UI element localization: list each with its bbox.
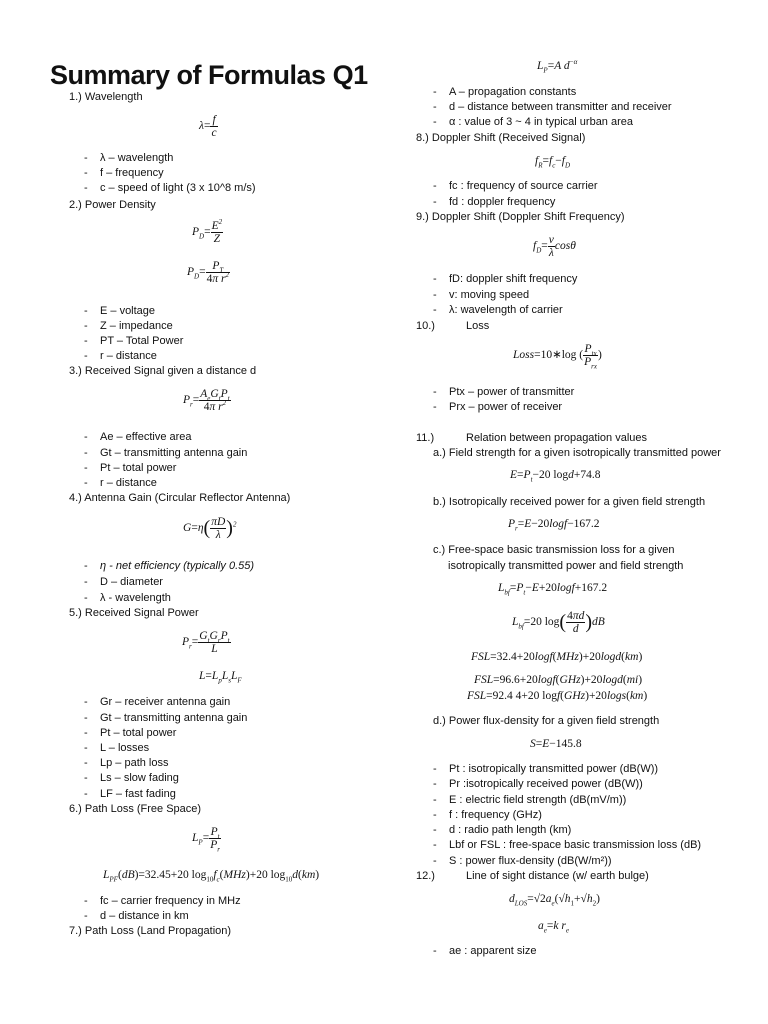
bullet-text: α : value of 3 ~ 4 in typical urban area: [449, 116, 633, 128]
formula-apparent-size: $a_e=k$ $r_e$: [538, 920, 569, 935]
bullet-text: Lbf or FSL : free-space basic transmission loss (dB): [449, 839, 702, 851]
subheading-field-strength: a.) Field strength for a given isotropically transmitted power: [433, 447, 721, 459]
bullet-text: fc – carrier frequency in MHz: [100, 895, 241, 907]
bullet-dash: -: [84, 320, 88, 332]
bullet-dash: -: [84, 712, 88, 724]
bullet-dash: -: [433, 180, 437, 192]
bullet-dash: -: [84, 576, 88, 588]
bullet-text: c – speed of light (3 x 10^8 m/s): [100, 182, 256, 194]
formula-antenna-gain: G=η( $\frac{\pi D}{\lambda}$ )$^2$: [183, 516, 237, 541]
bullet-text: Pt – total power: [100, 727, 177, 739]
bullet-text: L – losses: [100, 742, 150, 754]
bullet-text: E : electric field strength (dB(mV/m)): [449, 794, 627, 806]
bullet-text: λ - wavelength: [100, 592, 171, 604]
bullet-dash: -: [84, 742, 88, 754]
bullet-text: fd : doppler frequency: [449, 196, 556, 208]
formula-field-strength: $E=P_t-20$ logd+74.8: [510, 469, 601, 484]
heading-number: 12.): [416, 870, 435, 882]
bullet-dash: -: [433, 839, 437, 851]
bullet-dash: -: [84, 152, 88, 164]
formula-received-power: $P_r=$ $\frac{G_tG_rP_t}{L}$: [182, 630, 230, 655]
subheading-received-power: b.) Isotropically received power for a given field strength: [433, 496, 706, 508]
formula-doppler-frequency: $f_D=$ $\frac{v}{\lambda}$ cosθ: [533, 234, 576, 259]
bullet-text: Pt – total power: [100, 462, 177, 474]
bullet-dash: -: [84, 895, 88, 907]
bullet-dash: -: [84, 592, 88, 604]
bullet-dash: -: [433, 273, 437, 285]
bullet-dash: -: [433, 386, 437, 398]
formula-fsl-1: FSL=32.4+20logf(MHz)+20logd(km): [471, 651, 643, 663]
heading-wavelength: 1.) Wavelength: [69, 91, 143, 103]
bullet-text: LF – fast fading: [100, 788, 176, 800]
bullet-dash: -: [433, 809, 437, 821]
formula-los-distance: $d_{LOS}=√2a_e(√h_1+√h_2)$: [509, 893, 600, 908]
bullet-dash: -: [84, 757, 88, 769]
bullet-text: d – distance between transmitter and receiver: [449, 101, 672, 113]
bullet-text: v: moving speed: [449, 289, 530, 301]
bullet-dash: -: [433, 86, 437, 98]
heading-line-of-sight: Line of sight distance (w/ earth bulge): [466, 870, 649, 882]
heading-doppler-frequency: 9.) Doppler Shift (Doppler Shift Frequency): [416, 211, 625, 223]
bullet-text: Ptx – power of transmitter: [449, 386, 575, 398]
heading-land-propagation: 7.) Path Loss (Land Propagation): [69, 925, 232, 937]
heading-received-signal-power: 5.) Received Signal Power: [69, 607, 199, 619]
heading-antenna-gain: 4.) Antenna Gain (Circular Reflector Antenna): [69, 492, 291, 504]
bullet-dash: -: [84, 462, 88, 474]
formula-flux-density: S=E−145.8: [530, 738, 582, 750]
bullet-text: f – frequency: [100, 167, 164, 179]
bullet-dash: -: [84, 477, 88, 489]
heading-received-signal: 3.) Received Signal given a distance d: [69, 365, 257, 377]
bullet-text: ae : apparent size: [449, 945, 537, 957]
bullet-text: Pr :isotropically received power (dB(W)): [449, 778, 643, 790]
formula-transmission-loss-2: $L_{bf}=20$ log( $\frac{4\pi d}{d}$ )dB: [512, 610, 605, 635]
bullet-dash: -: [433, 289, 437, 301]
bullet-text: Ls – slow fading: [100, 772, 179, 784]
bullet-dash: -: [433, 763, 437, 775]
bullet-dash: -: [433, 196, 437, 208]
bullet-text: Z – impedance: [100, 320, 173, 332]
bullet-dash: -: [433, 855, 437, 867]
bullet-text: r – distance: [100, 477, 157, 489]
bullet-text: Gr – receiver antenna gain: [100, 696, 231, 708]
formula-received-signal: $P_r=$ $\frac{A_eG_tP_t}{4\pi r^2}$: [183, 388, 230, 413]
subheading-transmission-loss-cont: isotropically transmitted power and field strength: [448, 560, 684, 572]
heading-path-loss: 6.) Path Loss (Free Space): [69, 803, 202, 815]
bullet-dash: -: [433, 101, 437, 113]
bullet-text: E – voltage: [100, 305, 156, 317]
bullet-dash: -: [84, 910, 88, 922]
heading-power-density: 2.) Power Density: [69, 199, 156, 211]
bullet-dash: -: [433, 304, 437, 316]
bullet-text: d : radio path length (km): [449, 824, 572, 836]
bullet-dash: -: [433, 116, 437, 128]
heading-relation: Relation between propagation values: [466, 432, 648, 444]
bullet-dash: -: [84, 788, 88, 800]
bullet-dash: -: [433, 794, 437, 806]
bullet-dash: -: [84, 727, 88, 739]
bullet-text: fc : frequency of source carrier: [449, 180, 598, 192]
bullet-dash: -: [433, 401, 437, 413]
bullet-text: Ae – effective area: [100, 431, 192, 443]
heading-doppler-received: 8.) Doppler Shift (Received Signal): [416, 132, 586, 144]
bullet-text: PT – Total Power: [100, 335, 184, 347]
bullet-text: Gt – transmitting antenna gain: [100, 712, 248, 724]
bullet-dash: -: [84, 772, 88, 784]
bullet-dash: -: [433, 778, 437, 790]
bullet-dash: -: [84, 560, 88, 572]
bullet-text: Gt – transmitting antenna gain: [100, 447, 248, 459]
formula-land-propagation: $L_P=A$ $d^{-\alpha}$: [537, 58, 578, 75]
bullet-text: d – distance in km: [100, 910, 189, 922]
bullet-dash: -: [84, 350, 88, 362]
bullet-dash: -: [84, 447, 88, 459]
subheading-transmission-loss: c.) Free-space basic transmission loss for a given: [433, 544, 675, 556]
formula-fsl-3: FSL=92.4 4+20 logf(GHz)+20logs(km): [467, 690, 648, 702]
bullet-text: λ – wavelength: [100, 152, 174, 164]
formula-path-loss-db: $L_{PF}(dB)=32.45+20$ $\log_{10}f_c(MHz)+20$ $\log_{10}d(km)$: [103, 869, 320, 884]
bullet-text: f : frequency (GHz): [449, 809, 542, 821]
bullet-dash: -: [84, 335, 88, 347]
heading-number: 10.): [416, 320, 435, 332]
bullet-dash: -: [433, 824, 437, 836]
bullet-dash: -: [84, 431, 88, 443]
bullet-text: fD: doppler shift frequency: [449, 273, 578, 285]
bullet-dash: -: [84, 696, 88, 708]
subheading-flux-density: d.) Power flux-density for a given field strength: [433, 715, 660, 727]
bullet-text: r – distance: [100, 350, 157, 362]
formula-power-density-2: $P_D=$ $\frac{P_T}{4\pi r^2}$: [187, 260, 229, 285]
formula-power-density-1: $P_D=$ $\frac{E^2}{Z}$: [192, 218, 223, 245]
page-title: Summary of Formulas Q1: [50, 60, 368, 90]
formula-doppler-received: $f_R=f_c-f_D$: [535, 155, 571, 170]
bullet-dash: -: [433, 945, 437, 957]
bullet-dash: -: [84, 167, 88, 179]
formula-wavelength: λ= $\frac{f}{c}$: [199, 114, 217, 139]
bullet-text: λ: wavelength of carrier: [449, 304, 563, 316]
bullet-text: Lp – path loss: [100, 757, 169, 769]
formula-transmission-loss: $L_{bf}=P_t-E+20\log f+167.2$: [498, 582, 608, 597]
formula-fsl-2: FSL=96.6+20logf(GHz)+20logd(mi): [474, 674, 643, 686]
bullet-dash: -: [84, 182, 88, 194]
formula-losses: $L=L_pL_sL_F$: [199, 670, 242, 685]
bullet-text: S : power flux-density (dB(W/m²)): [449, 855, 612, 867]
bullet-text: Pt : isotropically transmitted power (dB(W)): [449, 763, 659, 775]
formula-received-power-field: $P_r=E-20\log f-167.2$: [508, 518, 600, 533]
formula-path-loss: $L_P=$ $\frac{P_t}{P_r}$: [192, 826, 220, 854]
bullet-text: D – diameter: [100, 576, 163, 588]
formula-loss: Loss=10∗log ( $\frac{P_{tx}}{P_{rx}}$ ): [513, 343, 602, 371]
bullet-text: A – propagation constants: [449, 86, 577, 98]
heading-number: 11.): [416, 432, 435, 444]
bullet-dash: -: [84, 305, 88, 317]
heading-loss: Loss: [466, 320, 490, 332]
bullet-text: Prx – power of receiver: [449, 401, 563, 413]
bullet-text: η - net efficiency (typically 0.55): [100, 560, 255, 572]
